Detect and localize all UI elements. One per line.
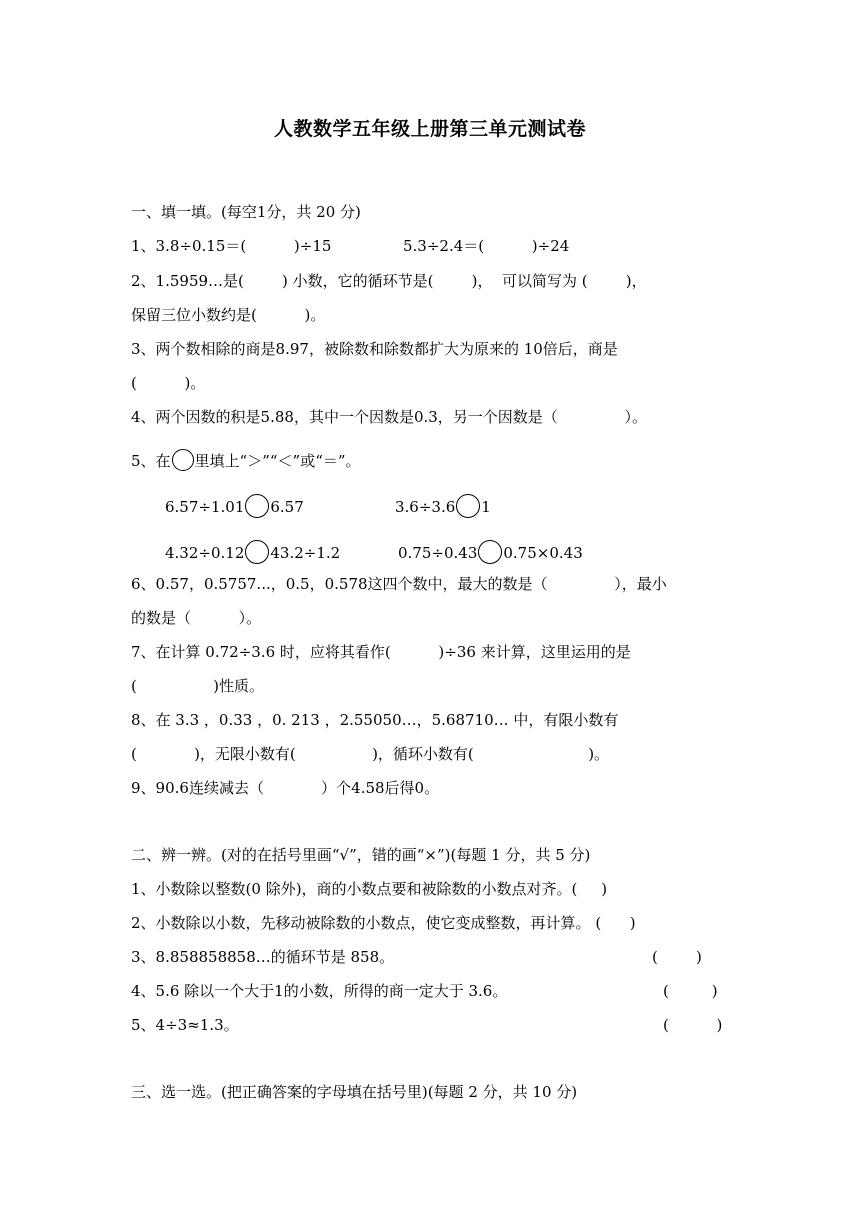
question-2-3: 3、8.858858858…的循环节是 858。	[131, 948, 395, 966]
compare-2-right: 1	[481, 498, 491, 516]
question-2-2: 2、小数除以小数，先移动被除数的小数点，使它变成整数，再计算。 ( )	[131, 914, 636, 932]
compare-2	[395, 494, 491, 518]
page-title: 人教数学五年级上册第三单元测试卷	[273, 118, 586, 140]
compare-3-right: 43.2÷1.2	[270, 544, 341, 562]
question-1-2b: 保留三位小数约是( )。	[131, 306, 326, 324]
compare-1-circle-icon[interactable]	[245, 494, 269, 518]
question-2-3-blank[interactable]: ( )	[652, 948, 702, 966]
circle-blank-icon	[172, 449, 194, 471]
section1-heading: 一、填一填。(每空1分，共 20 分)	[131, 203, 361, 221]
compare-4-right: 0.75×0.43	[503, 544, 583, 562]
question-1-3b: ( )。	[131, 374, 206, 392]
compare-4-left: 0.75÷0.43	[398, 544, 478, 562]
compare-1-left: 6.57÷1.01	[165, 498, 245, 516]
question-2-5: 5、4÷3≈1.3。	[131, 1016, 239, 1034]
compare-2-left: 3.6÷3.6	[395, 498, 456, 516]
question-1-6a: 6、0.57，0.5757...，0.5，0.578这四个数中，最大的数是（ ），最小	[131, 575, 667, 593]
question-1-5-pre: 5、在	[131, 452, 171, 470]
question-1-7b: ( )性质。	[131, 677, 264, 695]
compare-2-circle-icon[interactable]	[456, 494, 480, 518]
question-2-5-blank[interactable]: ( )	[663, 1016, 723, 1034]
question-1-9: 9、90.6连续减去（ ）个4.58后得0。	[131, 779, 440, 797]
question-1-8b: ( )，无限小数有( )，循环小数有( )。	[131, 745, 610, 763]
question-1-1b: 5.3÷2.4＝( )÷24	[403, 237, 570, 255]
compare-1-right: 6.57	[270, 498, 304, 516]
section2-heading: 二、辨一辨。(对的在括号里画“√”，错的画“×”)(每题 1 分，共 5 分)	[131, 846, 591, 864]
compare-3-left: 4.32÷0.12	[165, 544, 245, 562]
compare-4	[398, 540, 583, 564]
question-1-5	[131, 449, 361, 471]
question-1-5-post: 里填上“＞”“＜”或“＝”。	[194, 452, 361, 470]
question-2-1: 1、小数除以整数(0 除外)，商的小数点要和被除数的小数点对齐。( )	[131, 880, 608, 898]
question-1-2a: 2、1.5959…是( ) 小数，它的循环节是( )， 可以简写为 ( )，	[131, 272, 647, 290]
question-1-7a: 7、在计算 0.72÷3.6 时，应将其看作( )÷36 来计算，这里运用的是	[131, 643, 631, 661]
question-2-4-blank[interactable]: ( )	[663, 982, 718, 1000]
compare-1	[165, 494, 304, 518]
question-2-4: 4、5.6 除以一个大于1的小数，所得的商一定大于 3.6。	[131, 982, 508, 1000]
question-1-1a: 1、3.8÷0.15＝( )÷15	[131, 237, 332, 255]
question-1-6b: 的数是（ ）。	[131, 609, 262, 627]
compare-3-circle-icon[interactable]	[245, 540, 269, 564]
question-1-8a: 8、在 3.3 ，0.33 ，0. 213 ，2.55050…，5.68710… 中，有限小数有	[131, 711, 619, 729]
compare-3	[165, 540, 340, 564]
compare-4-circle-icon[interactable]	[478, 540, 502, 564]
question-1-4: 4、两个因数的积是5.88，其中一个因数是0.3，另一个因数是（ ）。	[131, 408, 648, 426]
question-1-3a: 3、两个数相除的商是8.97，被除数和除数都扩大为原来的 10倍后，商是	[131, 340, 618, 358]
section3-heading: 三、选一选。(把正确答案的字母填在括号里)(每题 2 分，共 10 分)	[131, 1083, 578, 1101]
